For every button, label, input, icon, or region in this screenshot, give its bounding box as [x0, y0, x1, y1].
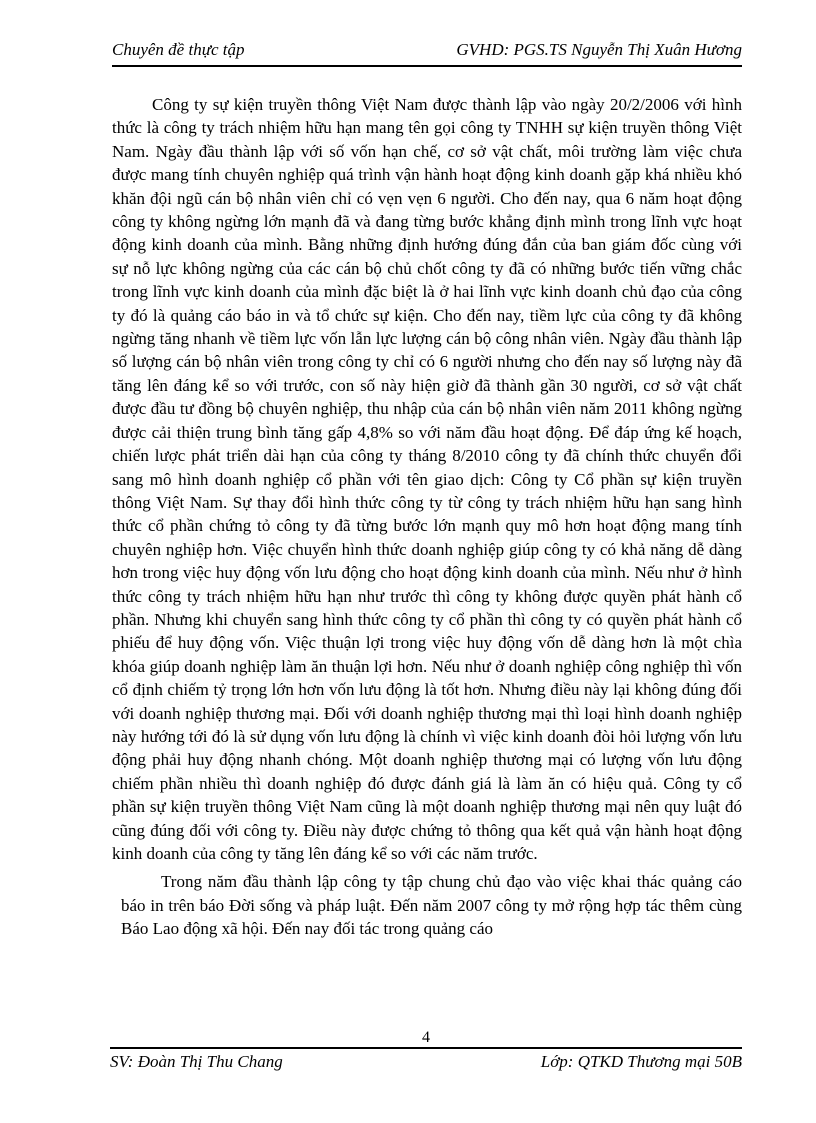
footer-student-name: SV: Đoàn Thị Thu Chang [110, 1052, 283, 1071]
page-number: 4 [422, 1029, 430, 1046]
document-body [112, 93, 742, 941]
header-supervisor: GVHD: PGS.TS Nguyễn Thị Xuân Hương [456, 40, 742, 59]
page-footer [110, 1030, 742, 1072]
page-header [112, 40, 742, 67]
page-content [112, 40, 742, 941]
header-course-title: Chuyên đề thực tập [112, 40, 245, 59]
footer-class: Lớp: QTKD Thương mại 50B [540, 1052, 742, 1071]
body-paragraph: Công ty sự kiện truyền thông Việt Nam được thành lập vào ngày 20/2/2006 với hình thức là công ty trách nhiệm hữu hạn mang tên gọi công ty TNHH sự kiện truyền thông Việt Nam. Ngày đầu thành lập với số vốn hạn chế, cơ sở vật chất, môi trường làm việc chưa được mang tính chuyên nghiệp quá trình vận hành hoạt động kinh doanh gặp khá nhiều khó khăn đội ngũ cán bộ nhân viên chỉ có vẹn vẹn 6 người. Cho đến nay, qua 6 năm hoạt động công ty không ngừng lớn mạnh đã và đang từng bước khẳng định mình trong lĩnh vực hoạt động kinh doanh của mình. Bằng những định hướng đúng đắn của ban giám đốc cùng với sự nỗ lực không ngừng của các cán bộ chủ chốt công ty đã có những bước tiến vững chắc trong lĩnh vực kinh doanh của mình đặc biệt là ở hai lĩnh vực kinh doanh chủ đạo của công ty đó là quảng cáo báo in và tổ chức sự kiện. Cho đến nay, tiềm lực của công ty đã không ngừng tăng nhanh về tiềm lực vốn lẫn lực lượng cán bộ công nhân viên. Ngày đầu thành lập số lượng cán bộ nhân viên trong công ty chỉ có 6 người nhưng cho đến nay số lượng này đã tăng lên đáng kể so với trước, con số này hiện giờ đã thành gần 30 người, cơ sở vật chất được đầu tư đồng bộ chuyên nghiệp, thu nhập của cán bộ nhân viên năm 2011 không ngừng được cải thiện trung bình tăng gấp 4,8% so với năm đầu hoạt động. Để đáp ứng kế hoạch, chiến lược phát triển dài hạn của công ty tháng 8/2010 công ty đã chính thức chuyển đổi sang mô hình doanh nghiệp cổ phần với tên giao dịch: Công ty Cổ phần sự kiện truyền thông Việt Nam. Sự thay đổi hình thức công ty từ công ty trách nhiệm hữu hạn sang hình thức cổ phần chứng tỏ công ty đã từng bước lớn mạnh quy mô hơn hoạt động mang tính chuyên nghiệp hơn. Việc chuyển hình thức doanh nghiệp giúp công ty có khả năng dễ dàng hơn trong việc huy động vốn lưu động cho hoạt động kinh doanh của mình. Nếu như ở hình thức công ty trách nhiệm hữu hạn như trước thì công ty không được quyền phát hành cổ phần. Nhưng khi chuyển sang hình thức công ty cổ phần thì công ty có quyền phát hành cổ phiếu để huy động vốn. Việc thuận lợi trong việc huy động vốn dễ dàng hơn là một chìa khóa giúp doanh nghiệp làm ăn thuận lợi hơn. Nếu như ở doanh nghiệp công nghiệp thì vốn cổ định chiếm tỷ trọng lớn hơn vốn lưu động là tốt hơn. Nhưng điều này lại không đúng đối với doanh nghiệp thương mại. Đối với doanh nghiệp thương mại thì loại hình doanh nghiệp này hướng tới đó là sử dụng vốn lưu động là chính vì việc kinh doanh đòi hỏi lượng vốn lưu động phải huy động nhanh chóng. Một doanh nghiệp thương mại có lượng vốn lưu động chiếm phần nhiều thì doanh nghiệp đó được đánh giá là làm ăn có hiệu quả. Công ty cổ phần sự kiện truyền thông Việt Nam cũng là một doanh nghiệp thương mại nên quy luật đó cũng đúng đối với công ty. Điều này được chứng tỏ thông qua kết quả vận hành hoạt động kinh doanh của công ty tăng lên đáng kể so với các năm trước. [112, 95, 742, 863]
footer-row [110, 1049, 742, 1072]
body-paragraph: Trong năm đầu thành lập công ty tập chung chủ đạo vào việc khai thác quảng cáo báo in trên báo Đời sống và pháp luật. Đến năm 2007 công ty mở rộng hợp tác thêm cùng Báo Lao động xã hội. Đến nay đối tác trong quảng cáo [121, 872, 742, 939]
